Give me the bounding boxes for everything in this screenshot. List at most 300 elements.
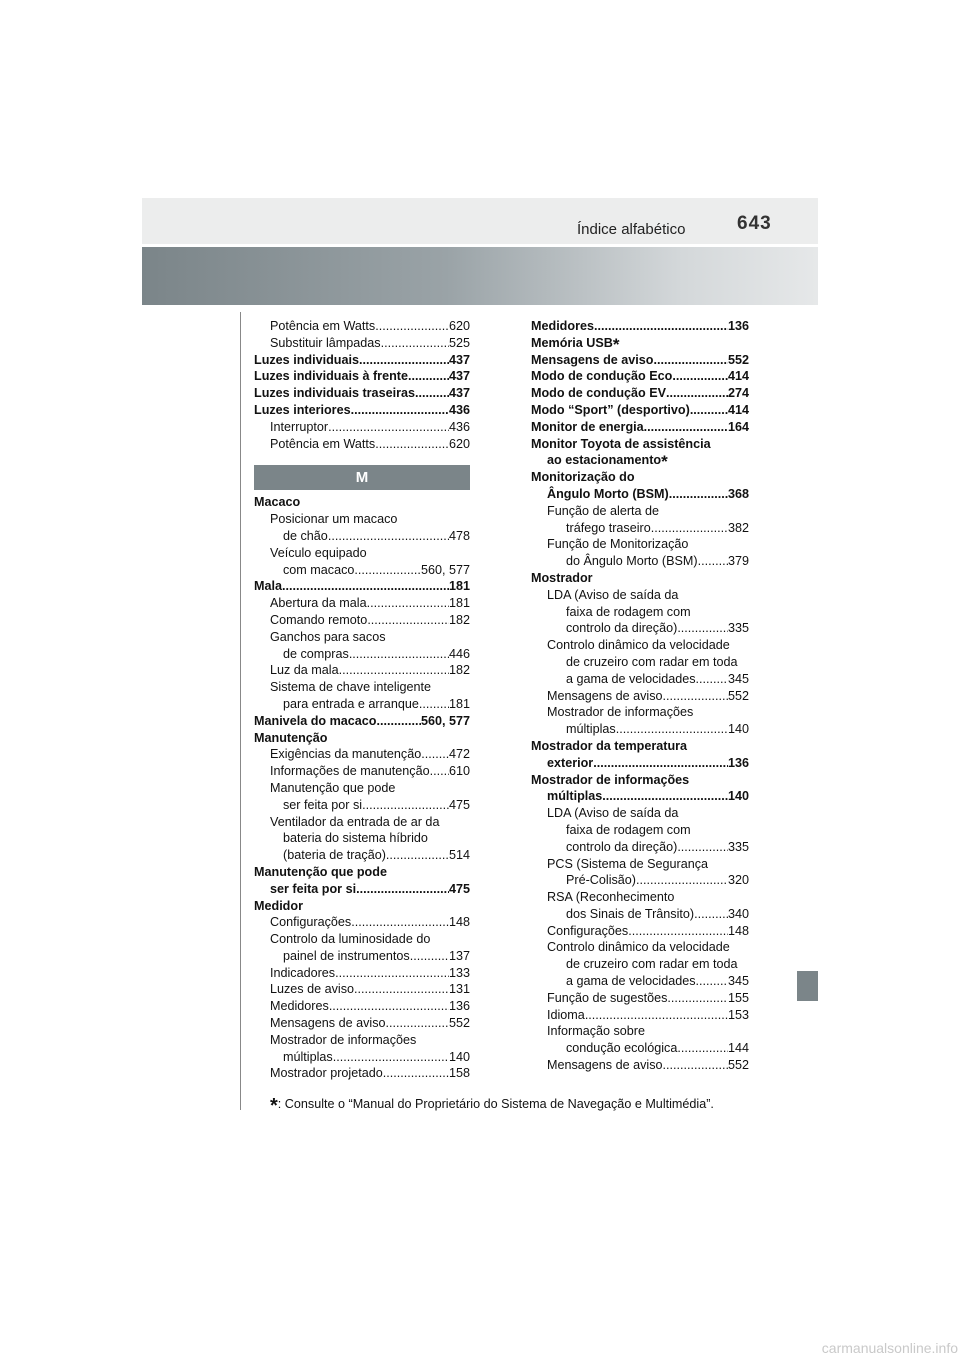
index-entry	[254, 578, 470, 595]
index-entry	[254, 595, 470, 612]
entry-term: Informações de manutenção	[270, 764, 430, 779]
entry-term: com macaco	[283, 562, 355, 577]
index-entry-line	[531, 436, 749, 453]
index-entry	[254, 385, 470, 402]
index-entry	[254, 436, 470, 453]
header-gradient-band	[142, 247, 818, 305]
index-entry	[531, 906, 749, 923]
dot-leader	[351, 914, 449, 931]
entry-page-number: 131	[448, 982, 470, 997]
index-entry	[531, 318, 749, 335]
dot-leader	[628, 923, 728, 940]
entry-page-number: 140	[448, 1049, 470, 1064]
entry-page-number: 153	[727, 1007, 749, 1022]
entry-term: Controlo dinâmico da velocidade	[547, 940, 730, 955]
dot-leader	[375, 318, 449, 335]
index-entry-line	[531, 1023, 749, 1040]
index-entry-line	[531, 738, 749, 755]
index-entry-line	[254, 814, 470, 831]
entry-page-number: 437	[448, 369, 470, 384]
index-entry-line	[254, 679, 470, 696]
entry-page-number: 181	[448, 696, 470, 711]
entry-term: Manutenção que pode	[254, 864, 387, 879]
entry-page-number: 345	[727, 671, 749, 686]
dot-leader	[585, 1007, 728, 1024]
index-entry	[254, 612, 470, 629]
entry-term: controlo da direção)	[566, 839, 678, 854]
dot-leader	[282, 578, 449, 595]
index-entry-line	[531, 637, 749, 654]
index-entry-line	[254, 898, 470, 915]
entry-term: Manutenção que pode	[270, 780, 396, 795]
entry-term: múltiplas	[283, 1049, 333, 1064]
entry-term: Mensagens de aviso	[547, 688, 663, 703]
dot-leader	[351, 402, 449, 419]
index-entry-line	[531, 654, 749, 671]
index-entry	[531, 973, 749, 990]
entry-term: Manivela do macaco	[254, 713, 377, 728]
index-entry-line	[531, 856, 749, 873]
entry-term: do Ângulo Morto (BSM)	[566, 554, 698, 569]
dot-leader	[329, 998, 449, 1015]
entry-term: Modo de condução EV	[531, 386, 667, 401]
index-entry	[531, 688, 749, 705]
dot-leader	[663, 1057, 728, 1074]
entry-term: Mostrador de informações	[547, 705, 694, 720]
entry-page-number: 182	[448, 663, 470, 678]
entry-page-number: 414	[727, 369, 749, 384]
dot-leader	[636, 872, 728, 889]
index-entry	[254, 646, 470, 663]
entry-page-number: 436	[448, 402, 470, 417]
index-entry	[531, 553, 749, 570]
index-entry	[531, 402, 749, 419]
entry-term: Controlo dinâmico da velocidade	[547, 638, 730, 653]
entry-term: Modo “Sport” (desportivo)	[531, 402, 690, 417]
index-entry	[254, 1015, 470, 1032]
entry-page-number: 335	[727, 839, 749, 854]
index-entry	[254, 335, 470, 352]
entry-page-number: 560, 577	[420, 713, 470, 728]
footnote-star-marker: *	[661, 452, 668, 472]
index-entry-line	[531, 704, 749, 721]
index-entry-line	[254, 494, 470, 511]
dot-leader	[335, 965, 449, 982]
index-entry	[531, 839, 749, 856]
dot-leader	[339, 662, 449, 679]
index-entry	[254, 368, 470, 385]
dot-leader	[415, 385, 449, 402]
entry-page-number: 155	[727, 990, 749, 1005]
entry-term: Indicadores	[270, 965, 336, 980]
dot-leader	[667, 990, 728, 1007]
entry-page-number: 475	[448, 881, 470, 896]
entry-term: Medidores	[270, 999, 329, 1014]
index-entry	[254, 528, 470, 545]
index-entry-line	[254, 629, 470, 646]
index-entry	[531, 872, 749, 889]
entry-term: LDA (Aviso de saída da	[547, 806, 679, 821]
entry-page-number: 158	[448, 1066, 470, 1081]
index-entries-right	[531, 318, 749, 1074]
dot-leader	[419, 696, 449, 713]
index-entry-line	[254, 730, 470, 747]
dot-leader	[328, 528, 449, 545]
index-entry-line	[254, 830, 470, 847]
entry-term: de cruzeiro com radar em toda	[566, 957, 738, 972]
index-entry	[531, 990, 749, 1007]
index-entry-line	[254, 864, 470, 881]
entry-term: Pré-Colisão)	[566, 873, 636, 888]
entry-term: Luzes individuais traseiras	[254, 386, 415, 401]
dot-leader	[386, 1015, 449, 1032]
index-entry-line	[531, 604, 749, 621]
entry-page-number: 552	[727, 1058, 749, 1073]
dot-leader	[644, 419, 728, 436]
entry-term: Posicionar um macaco	[270, 512, 398, 527]
entry-term: Função de Monitorização	[547, 537, 689, 552]
index-entry	[254, 847, 470, 864]
entry-term: Macaco	[254, 495, 301, 510]
footnote-text: : Consulte o “Manual do Proprietário do Sistema de Navegação e Multimédia”.	[277, 1097, 714, 1111]
index-entry	[254, 562, 470, 579]
entry-page-number: 446	[448, 646, 470, 661]
section-letter-bar: M	[254, 465, 470, 490]
entry-term: ser feita por si	[270, 881, 357, 896]
entry-term: dos Sinais de Trânsito)	[566, 906, 695, 921]
watermark: carmanualsonline.info	[821, 1340, 958, 1356]
dot-leader	[594, 318, 728, 335]
index-entry	[254, 948, 470, 965]
index-entry	[531, 368, 749, 385]
entry-term: Luz da mala	[270, 663, 339, 678]
index-entry	[254, 797, 470, 814]
index-entry	[531, 721, 749, 738]
page-title: Índice alfabético	[577, 221, 686, 238]
dot-leader	[669, 486, 728, 503]
footnote	[270, 1091, 714, 1117]
entry-term: Mensagens de aviso	[547, 1058, 663, 1073]
index-entry	[254, 746, 470, 763]
entry-page-number: 144	[727, 1041, 749, 1056]
index-entry-line	[531, 536, 749, 553]
index-entry	[254, 1065, 470, 1082]
index-entries-top	[254, 318, 470, 452]
index-entry	[531, 1057, 749, 1074]
dot-leader	[593, 755, 728, 772]
entry-term: Sistema de chave inteligente	[270, 680, 432, 695]
index-entry-line	[531, 587, 749, 604]
entry-page-number: 181	[448, 579, 470, 594]
index-entry	[254, 881, 470, 898]
entry-page-number: 148	[727, 923, 749, 938]
entry-page-number: 182	[448, 612, 470, 627]
dot-leader	[694, 906, 728, 923]
entry-term: ao estacionamento	[547, 453, 662, 468]
entry-term: Substituir lâmpadas	[270, 335, 381, 350]
index-entry	[254, 402, 470, 419]
index-entry	[531, 788, 749, 805]
entry-term: Mensagens de aviso	[270, 1016, 386, 1031]
dot-leader	[616, 721, 728, 738]
entry-page-number: 552	[727, 352, 749, 367]
entry-term: controlo da direção)	[566, 621, 678, 636]
dot-leader	[672, 368, 728, 385]
entry-term: Veículo equipado	[270, 545, 367, 560]
index-entry	[531, 923, 749, 940]
entry-term: exterior	[547, 755, 594, 770]
dot-leader	[677, 1040, 728, 1057]
entry-term: Configurações	[547, 923, 629, 938]
entry-term: (bateria de tração)	[283, 848, 386, 863]
dot-leader	[386, 847, 449, 864]
entry-page-number: 382	[727, 520, 749, 535]
index-entry	[531, 352, 749, 369]
entry-term: Mala	[254, 579, 282, 594]
index-entry	[531, 1040, 749, 1057]
entry-page-number: 414	[727, 402, 749, 417]
index-column-left	[254, 318, 470, 1082]
index-entry-line	[531, 469, 749, 486]
entry-page-number: 181	[448, 596, 470, 611]
entry-term: RSA (Reconhecimento	[547, 890, 675, 905]
index-entry-line	[531, 889, 749, 906]
index-entry-line	[531, 335, 749, 352]
entry-term: Mostrador da temperatura	[531, 738, 688, 753]
entry-page-number: 140	[727, 722, 749, 737]
entry-page-number: 475	[448, 797, 470, 812]
chapter-tab	[797, 971, 818, 1001]
entry-page-number: 525	[448, 335, 470, 350]
index-entry-line	[254, 511, 470, 528]
entry-term: Mostrador de informações	[531, 772, 690, 787]
entry-term: Memória USB	[531, 335, 613, 350]
dot-leader	[362, 797, 449, 814]
entry-page-number: 274	[727, 386, 749, 401]
index-entry	[531, 755, 749, 772]
dot-leader	[602, 788, 728, 805]
footnote-star-marker: *	[612, 334, 620, 354]
entry-page-number: 436	[448, 419, 470, 434]
entry-term: múltiplas	[547, 789, 603, 804]
entry-term: Monitor Toyota de assistência	[531, 436, 711, 451]
index-entry	[531, 486, 749, 503]
index-entry	[254, 662, 470, 679]
index-entry	[254, 1049, 470, 1066]
entry-term: Medidores	[531, 319, 594, 333]
index-column-right	[531, 318, 749, 1074]
index-entry	[254, 352, 470, 369]
index-entry-line	[531, 822, 749, 839]
entry-term: condução ecológica	[566, 1041, 678, 1056]
entry-term: Comando remoto	[270, 612, 368, 627]
entry-term: Ângulo Morto (BSM)	[547, 486, 669, 501]
entry-term: Idioma	[547, 1007, 585, 1022]
dot-leader	[430, 763, 449, 780]
dot-leader	[677, 620, 728, 637]
entry-page-number: 437	[448, 386, 470, 401]
entry-page-number: 340	[727, 906, 749, 921]
entry-term: Medidor	[254, 898, 303, 913]
dot-leader	[359, 352, 449, 369]
index-entry	[254, 318, 470, 335]
dot-leader	[367, 612, 449, 629]
entry-page-number: 140	[727, 789, 749, 804]
entry-page-number: 320	[727, 873, 749, 888]
entry-term: Mostrador	[531, 570, 593, 585]
entry-page-number: 379	[727, 554, 749, 569]
index-entry-line	[254, 1032, 470, 1049]
dot-leader	[354, 562, 421, 579]
dot-leader	[383, 1065, 449, 1082]
entry-page-number: 437	[448, 352, 470, 367]
page-number: 643	[737, 213, 772, 234]
index-entry	[254, 763, 470, 780]
entry-term: LDA (Aviso de saída da	[547, 587, 679, 602]
entry-term: Ventilador da entrada de ar da	[270, 814, 440, 829]
entry-page-number: 148	[448, 915, 470, 930]
dot-leader	[698, 553, 728, 570]
entry-term: painel de instrumentos	[283, 948, 410, 963]
entry-page-number: 136	[727, 319, 749, 333]
index-entry	[254, 713, 470, 730]
entry-term: Manutenção	[254, 730, 328, 745]
entry-term: Potência em Watts	[270, 319, 376, 333]
dot-leader	[663, 688, 728, 705]
entry-page-number: 552	[727, 688, 749, 703]
entry-term: de compras	[283, 646, 349, 661]
entry-term: Modo de condução Eco	[531, 369, 673, 384]
index-entry-line	[254, 931, 470, 948]
entry-term: Luzes interiores	[254, 402, 351, 417]
entry-term: faixa de rodagem com	[566, 822, 691, 837]
dot-leader	[367, 595, 449, 612]
entry-term: Mensagens de aviso	[531, 352, 654, 367]
index-entry-line	[531, 452, 749, 472]
entry-term: Monitorização do	[531, 470, 635, 485]
left-margin-rule	[240, 312, 241, 1110]
entry-term: tráfego traseiro	[566, 520, 651, 535]
dot-leader	[354, 981, 449, 998]
dot-leader	[654, 352, 728, 369]
entry-term: Luzes individuais à frente	[254, 369, 408, 384]
dot-leader	[690, 402, 728, 419]
dot-leader	[333, 1049, 449, 1066]
entry-term: Luzes individuais	[254, 352, 359, 367]
entry-term: Função de alerta de	[547, 503, 660, 518]
entry-term: Mostrador de informações	[270, 1032, 417, 1047]
index-entry	[254, 696, 470, 713]
footnote-marker: *	[270, 1095, 278, 1117]
entry-term: Exigências da manutenção	[270, 747, 422, 762]
entry-term: a gama de velocidades	[566, 974, 696, 989]
entry-term: Função de sugestões	[547, 990, 668, 1005]
entry-term: ser feita por si	[283, 797, 363, 812]
entry-term: múltiplas	[566, 722, 616, 737]
index-entry	[254, 998, 470, 1015]
entry-term: Configurações	[270, 915, 352, 930]
entry-term: faixa de rodagem com	[566, 604, 691, 619]
entry-term: PCS (Sistema de Segurança	[547, 856, 709, 871]
index-entry	[254, 965, 470, 982]
entry-term: Interruptor	[270, 419, 329, 434]
dot-leader	[410, 948, 449, 965]
index-entry	[531, 671, 749, 688]
dot-leader	[349, 646, 449, 663]
dot-leader	[666, 385, 728, 402]
entry-page-number: 620	[448, 436, 470, 451]
dot-leader	[381, 335, 449, 352]
index-entry	[531, 520, 749, 537]
entry-term: Abertura da mala	[270, 596, 367, 611]
dot-leader	[696, 671, 728, 688]
entry-term: de chão	[283, 528, 328, 543]
dot-leader	[356, 881, 449, 898]
entry-term: Monitor de energia	[531, 419, 644, 434]
entry-page-number: 137	[448, 948, 470, 963]
entry-page-number: 133	[448, 965, 470, 980]
entry-page-number: 552	[448, 1016, 470, 1031]
dot-leader	[377, 713, 421, 730]
index-entry	[531, 620, 749, 637]
index-entry	[531, 1007, 749, 1024]
dot-leader	[677, 839, 728, 856]
index-entries-m	[254, 494, 470, 1082]
entry-page-number: 478	[448, 528, 470, 543]
entry-page-number: 368	[727, 486, 749, 501]
header-strip	[142, 198, 818, 244]
entry-term: bateria do sistema híbrido	[283, 831, 428, 846]
entry-term: Mostrador projetado	[270, 1066, 383, 1081]
index-entry-line	[254, 545, 470, 562]
entry-page-number: 164	[727, 419, 749, 434]
entry-term: de cruzeiro com radar em toda	[566, 654, 738, 669]
entry-term: para entrada e arranque	[283, 696, 419, 711]
entry-term: Controlo da luminosidade do	[270, 932, 431, 947]
dot-leader	[375, 436, 449, 453]
entry-page-number: 345	[727, 974, 749, 989]
entry-page-number: 136	[448, 999, 470, 1014]
entry-term: Potência em Watts	[270, 436, 376, 451]
index-entry	[254, 419, 470, 436]
index-entry-line	[254, 780, 470, 797]
entry-page-number: 560, 577	[420, 562, 470, 577]
entry-term: Luzes de aviso	[270, 982, 355, 997]
dot-leader	[696, 973, 728, 990]
dot-leader	[408, 368, 449, 385]
entry-page-number: 610	[448, 764, 470, 779]
index-entry-line	[531, 805, 749, 822]
dot-leader	[651, 520, 728, 537]
index-entry-line	[531, 503, 749, 520]
dot-leader	[421, 746, 449, 763]
entry-page-number: 472	[448, 747, 470, 762]
entry-term: Ganchos para sacos	[270, 629, 386, 644]
index-entry	[531, 419, 749, 436]
index-entry-line	[531, 772, 749, 789]
entry-page-number: 335	[727, 621, 749, 636]
entry-term: Informação sobre	[547, 1024, 646, 1039]
index-entry	[254, 914, 470, 931]
index-entry-line	[531, 939, 749, 956]
index-entry	[254, 981, 470, 998]
dot-leader	[328, 419, 449, 436]
index-entry	[531, 385, 749, 402]
entry-page-number: 620	[448, 319, 470, 333]
entry-page-number: 514	[448, 848, 470, 863]
index-entry-line	[531, 570, 749, 587]
entry-page-number: 136	[727, 755, 749, 770]
